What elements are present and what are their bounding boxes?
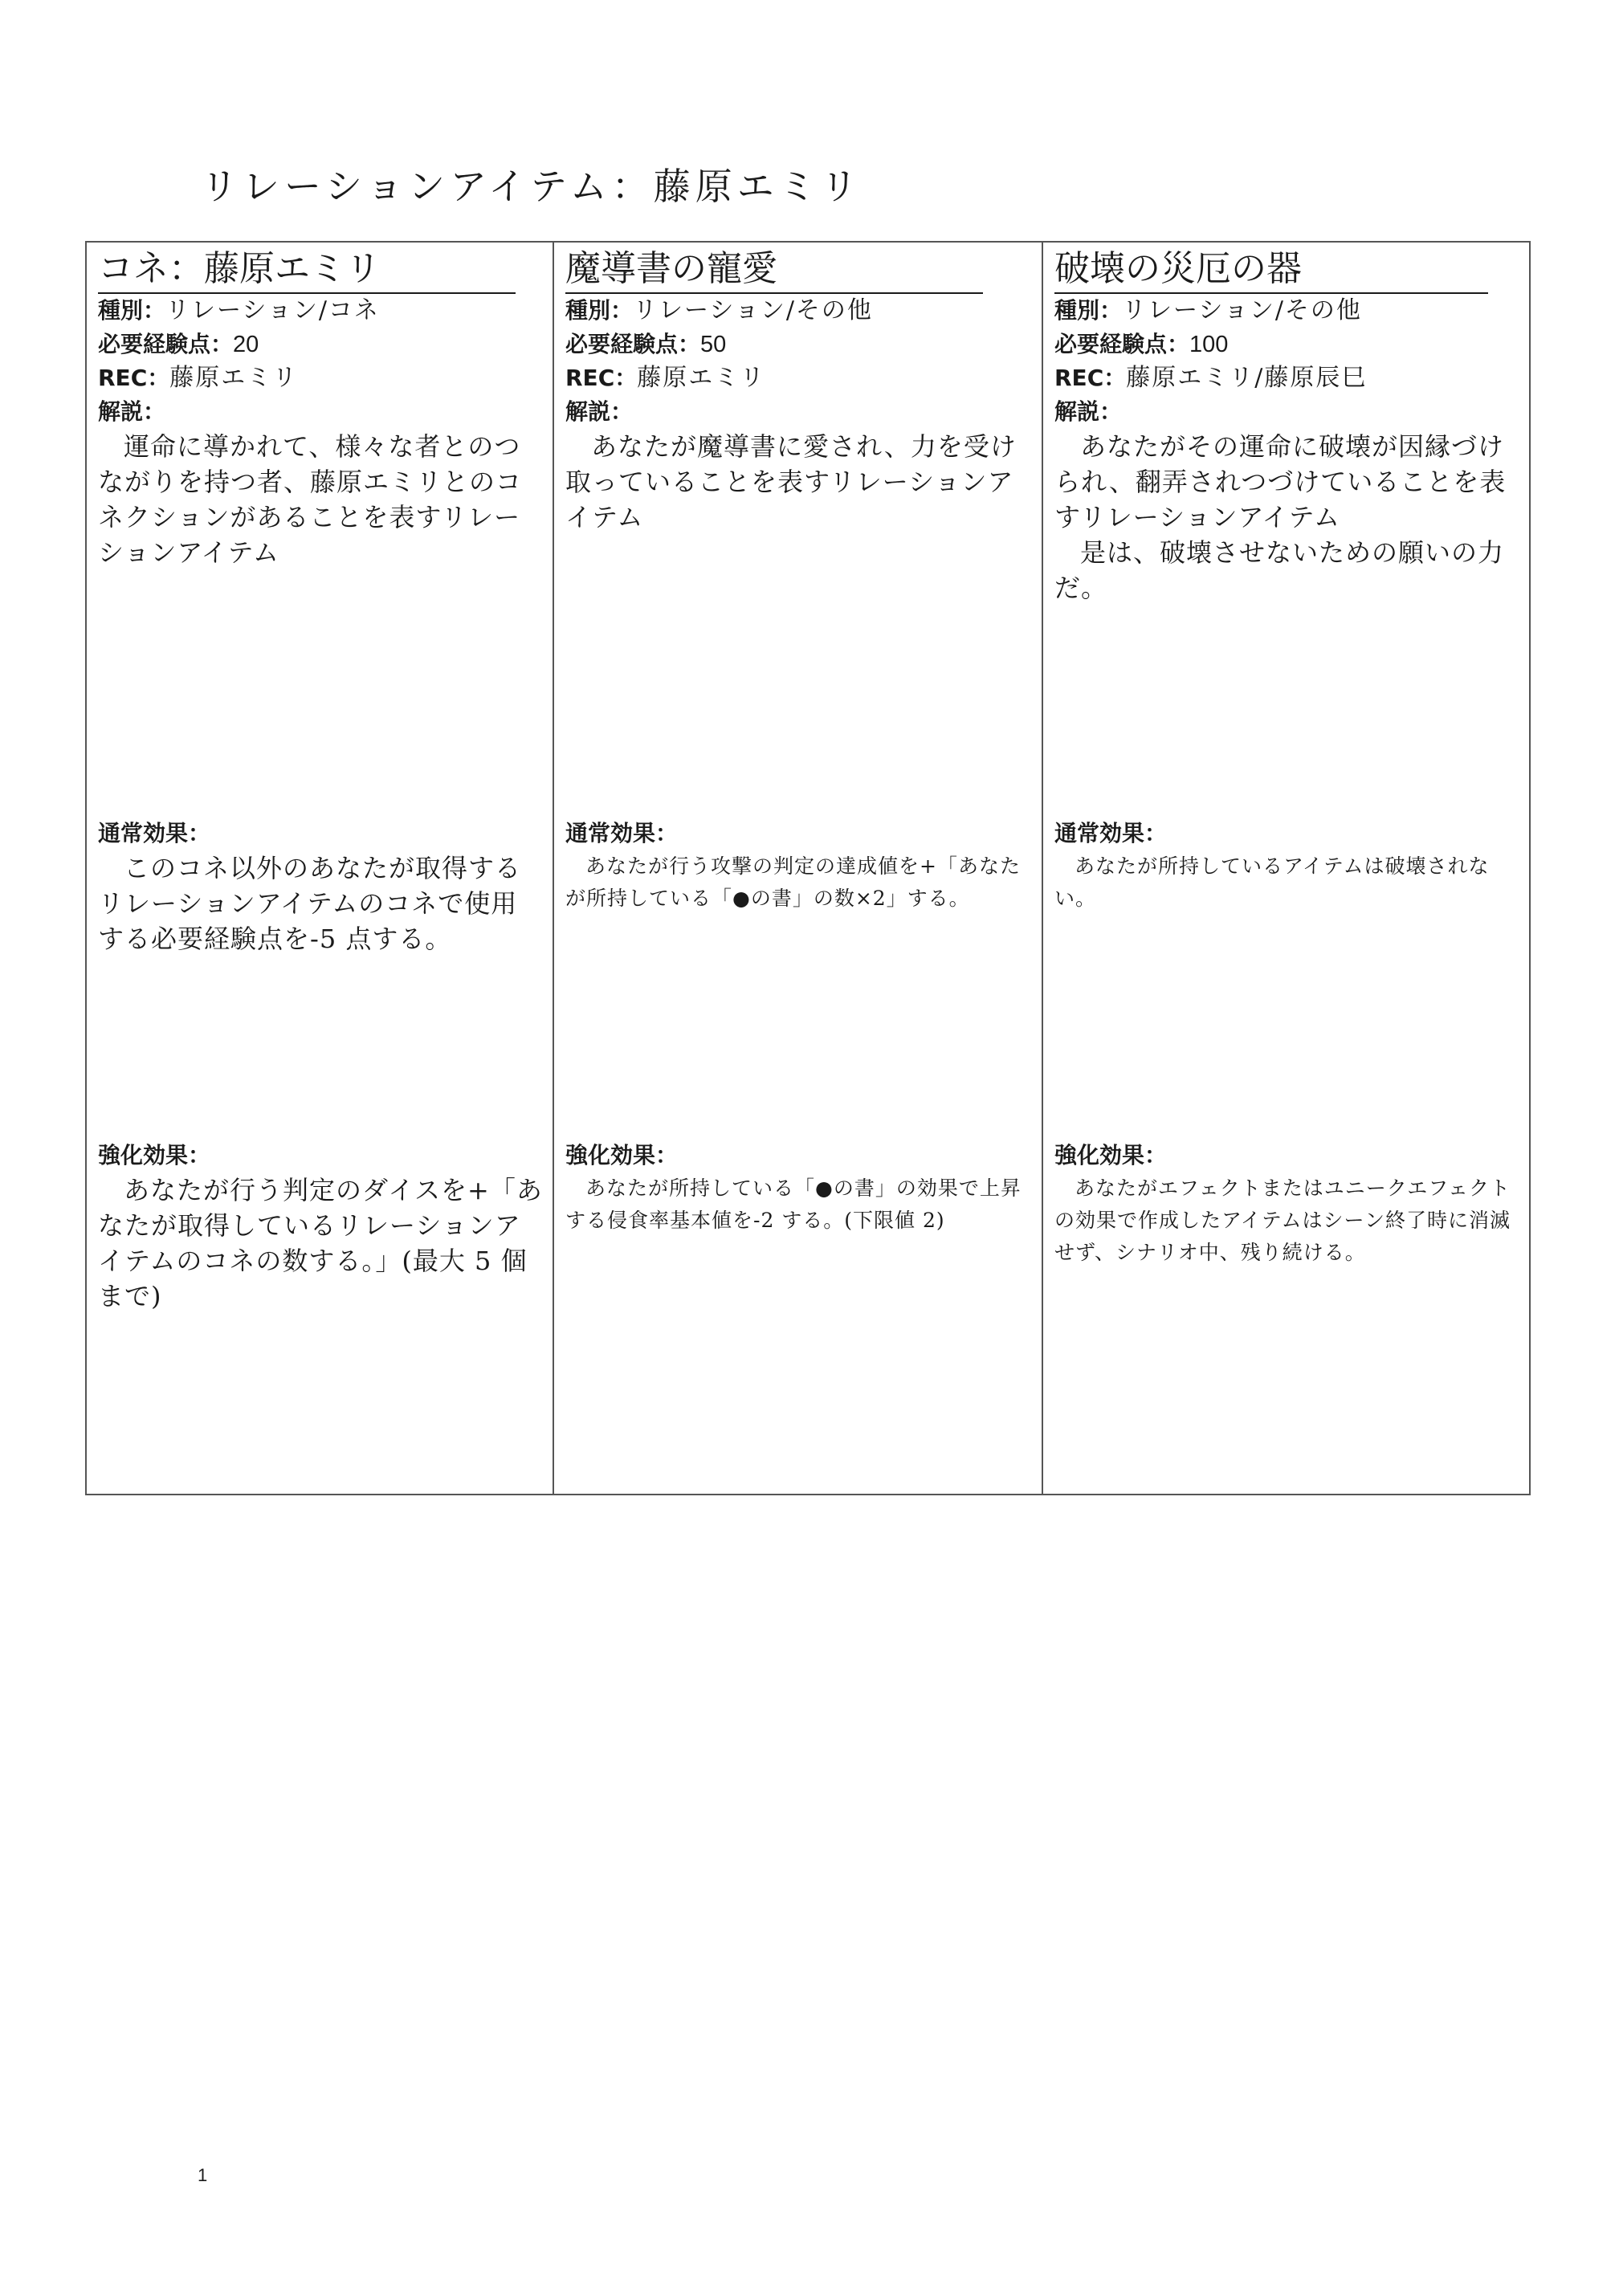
rec-label: REC： — [98, 365, 170, 391]
normal-effect-text: あなたが所持しているアイテムは破壊されない。 — [1054, 854, 1490, 910]
normal-effect-section — [1054, 817, 1519, 915]
exp-label: 必要経験点： — [565, 331, 701, 357]
normal-effect-label: 通常効果： — [1054, 820, 1168, 846]
normal-effect-label: 通常効果： — [565, 820, 679, 846]
description-text: あなたがその運命に破壊が因縁づけられ、翻弄されつづけていることを表すリレーションアイテム — [1054, 431, 1507, 532]
exp-label: 必要経験点： — [1054, 331, 1190, 357]
normal-effect-text: あなたが行う攻撃の判定の達成値を+「あなたが所持している「●の書」の数×2」する。 — [565, 854, 1021, 910]
rec-row — [1054, 361, 1519, 395]
item-card-destruction-vessel — [1043, 243, 1529, 1494]
desc-label: 解説： — [1054, 398, 1123, 425]
enhanced-effect-section — [98, 1139, 543, 1314]
type-row — [98, 294, 543, 328]
type-row — [565, 294, 1032, 328]
desc-row — [565, 395, 1032, 429]
normal-effect-section — [565, 817, 1032, 915]
enhanced-effect-text: あなたが所持している「●の書」の効果で上昇する侵食率基本値を-2 する。(下限値 2) — [565, 1177, 1022, 1232]
enhanced-effect-section — [1054, 1139, 1519, 1269]
item-card-grimoire — [554, 243, 1043, 1494]
enhanced-effect-text: あなたがエフェクトまたはユニークエフェクトの効果で作成したアイテムはシーン終了時に消滅せず、シナリオ中、残り続ける。 — [1054, 1177, 1511, 1264]
type-value: リレーション/コネ — [165, 296, 380, 324]
normal-effect-section — [98, 817, 543, 956]
enhanced-effect-label: 強化効果： — [565, 1142, 679, 1168]
rec-row — [565, 361, 1032, 395]
exp-row — [98, 328, 543, 361]
item-title: 破壊の災厄の器 — [1054, 246, 1488, 294]
type-row — [1054, 294, 1519, 328]
exp-row — [1054, 328, 1519, 361]
rec-row — [98, 361, 543, 395]
exp-value: 50 — [700, 332, 727, 357]
desc-label: 解説： — [565, 398, 634, 425]
page-number: 1 — [198, 2165, 208, 2185]
exp-row — [565, 328, 1032, 361]
type-label: 種別： — [565, 297, 634, 324]
item-card-connection — [87, 243, 554, 1494]
enhanced-effect-text: あなたが行う判定のダイスを+「あなたが取得しているリレーションアイテムのコネの数する。」(最大 5 個まで) — [98, 1175, 543, 1311]
exp-label: 必要経験点： — [98, 331, 234, 357]
page-title: リレーションアイテム：藤原エミリ — [201, 165, 863, 208]
type-label: 種別： — [1054, 297, 1123, 324]
rec-value: 藤原エミリ — [637, 364, 766, 392]
description-text: 運命に導かれて、様々な者とのつながりを持つ者、藤原エミリとのコネクションがあることを表すリレーションアイテム — [98, 431, 523, 568]
desc-label: 解説： — [98, 398, 166, 425]
type-value: リレーション/その他 — [1122, 296, 1362, 324]
rec-label: REC： — [1054, 365, 1127, 391]
exp-value: 20 — [233, 332, 259, 357]
desc-row — [98, 395, 543, 429]
rec-label: REC： — [565, 365, 638, 391]
description-text: あなたが魔導書に愛され、力を受け取っていることを表すリレーションアイテム — [565, 431, 1017, 532]
item-title: コネ：藤原エミリ — [98, 246, 516, 294]
rec-value: 藤原エミリ — [169, 364, 299, 392]
description-text-2: 是は、破壊させないための願いの力だ。 — [1054, 537, 1505, 603]
enhanced-effect-label: 強化効果： — [1054, 1142, 1168, 1168]
type-value: リレーション/その他 — [633, 296, 873, 324]
exp-value: 100 — [1189, 332, 1229, 357]
normal-effect-text: このコネ以外のあなたが取得するリレーションアイテムのコネで使用する必要経験点を-5 点する。 — [98, 853, 522, 954]
item-title: 魔導書の寵愛 — [565, 246, 983, 294]
item-table — [85, 241, 1531, 1495]
desc-row — [1054, 395, 1519, 429]
enhanced-effect-section — [565, 1139, 1032, 1237]
type-label: 種別： — [98, 297, 166, 324]
enhanced-effect-label: 強化効果： — [98, 1142, 211, 1168]
rec-value: 藤原エミリ/藤原辰巳 — [1126, 364, 1368, 392]
normal-effect-label: 通常効果： — [98, 820, 211, 846]
